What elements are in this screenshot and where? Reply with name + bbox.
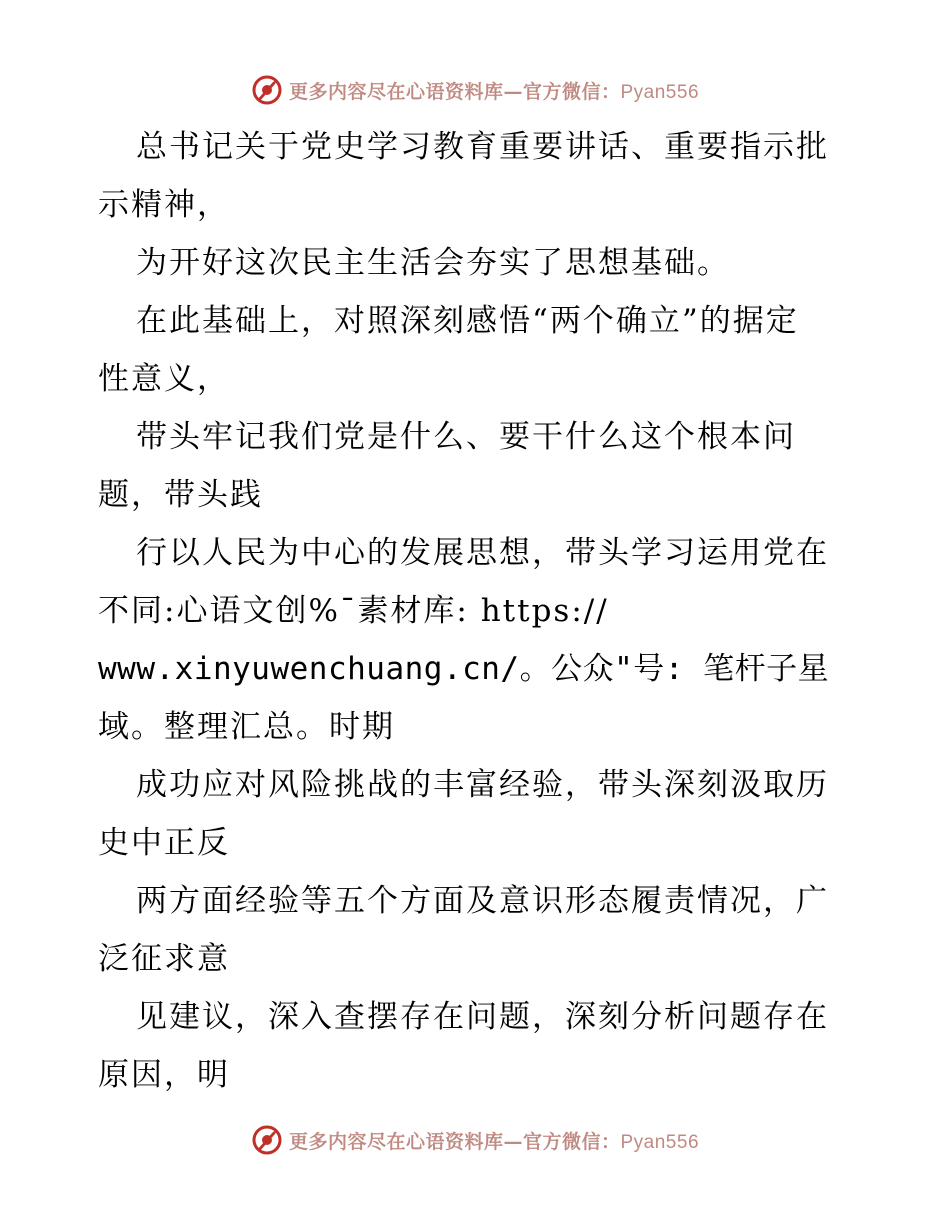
footer-watermark-sep: — bbox=[503, 1130, 523, 1153]
footer-watermark-banner bbox=[0, 1118, 950, 1162]
pen-circle-logo-icon bbox=[251, 74, 283, 106]
pen-circle-logo-icon bbox=[251, 1124, 283, 1156]
header-watermark-banner bbox=[0, 68, 950, 112]
body-line: 史中正反 bbox=[98, 825, 230, 861]
body-line: 行以人民为中心的发展思想，带头学习运用党在 bbox=[136, 535, 829, 571]
body-line: 原因，明 bbox=[98, 1057, 230, 1093]
header-watermark-contact-label: 官方微信： bbox=[522, 80, 621, 103]
header-watermark-sep: — bbox=[503, 80, 523, 103]
footer-watermark-main: 更多内容尽在心语资料库 bbox=[288, 1130, 504, 1153]
body-line: 示精神， bbox=[98, 187, 230, 223]
body-line: 为开好这次民主生活会夯实了思想基础。 bbox=[136, 245, 730, 281]
body-line: 性意义， bbox=[98, 361, 230, 397]
body-line: 不同:心语文创%¯素材库: https:// bbox=[98, 593, 609, 629]
body-line: 带头牢记我们党是什么、要干什么这个根本问 bbox=[136, 419, 796, 455]
footer-watermark-contact-id: Pyan556 bbox=[620, 1131, 700, 1153]
header-watermark-main: 更多内容尽在心语资料库 bbox=[288, 80, 504, 103]
body-line: 成功应对风险挑战的丰富经验，带头深刻汲取历 bbox=[136, 767, 829, 803]
body-line: 总书记关于党史学习教育重要讲话、重要指示批 bbox=[136, 129, 829, 165]
header-watermark-contact-id: Pyan556 bbox=[620, 81, 700, 103]
body-line: 题，带头践 bbox=[98, 477, 263, 513]
header-watermark-text bbox=[289, 77, 699, 104]
body-line: 在此基础上，对照深刻感悟“两个确立”的据定 bbox=[136, 303, 799, 339]
body-line: 两方面经验等五个方面及意识形态履责情况，广 bbox=[136, 883, 829, 919]
body-line-url: www.xinyuwenchuang.cn/。公众"号: 笔杆子星 bbox=[98, 651, 830, 687]
footer-watermark-text bbox=[289, 1127, 699, 1154]
body-line: 域。整理汇总。时期 bbox=[98, 709, 395, 745]
body-line: 泛征求意 bbox=[98, 941, 230, 977]
document-body bbox=[98, 118, 858, 1104]
footer-watermark-contact-label: 官方微信： bbox=[522, 1130, 621, 1153]
body-line: 见建议，深入查摆存在问题，深刻分析问题存在 bbox=[136, 999, 829, 1035]
